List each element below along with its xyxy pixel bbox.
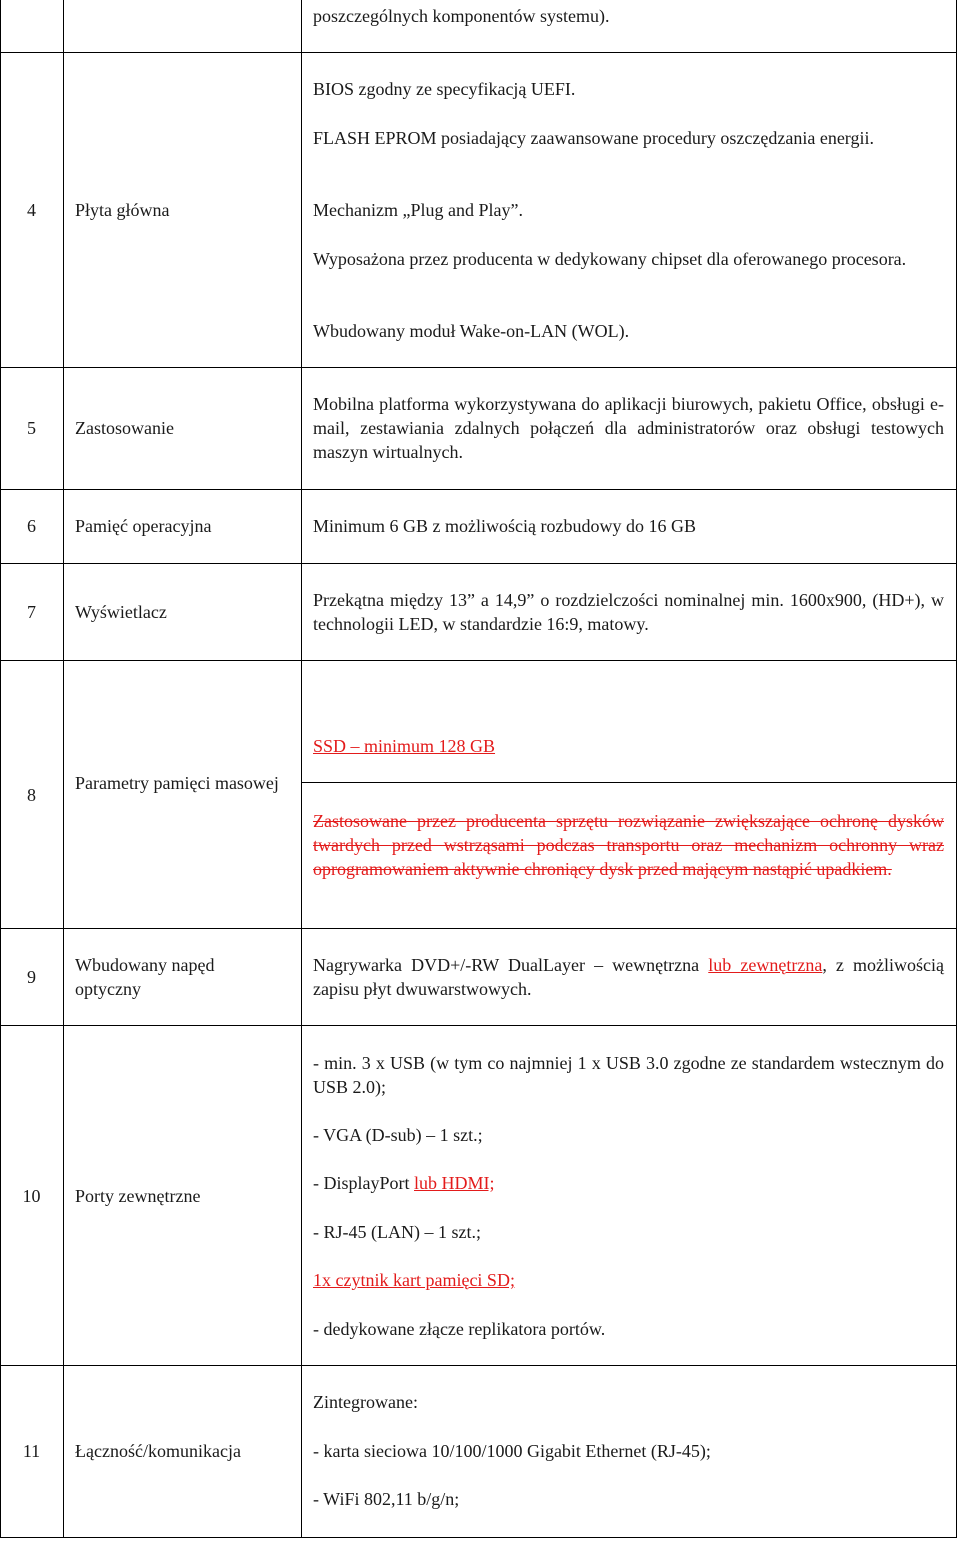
row-4-number: 4	[27, 200, 36, 220]
row-4-name: Płyta główna	[75, 200, 170, 220]
row-11-desc-line: - WiFi 802,11 b/g/n;	[313, 1489, 460, 1509]
row-5-name: Zastosowanie	[75, 418, 174, 438]
row-7-number: 7	[27, 602, 36, 622]
row-divider	[0, 489, 957, 490]
row-9-name: Wbudowany napęd optyczny	[75, 955, 215, 999]
row-8-ssd-requirement	[313, 734, 944, 758]
row-10-desc-line: - RJ-45 (LAN) – 1 szt.;	[313, 1222, 481, 1242]
row-10-name: Porty zewnętrzne	[75, 1186, 201, 1206]
row-divider	[0, 928, 957, 929]
row-11-desc-line: - karta sieciowa 10/100/1000 Gigabit Ethernet (RJ-45);	[313, 1441, 711, 1461]
column-divider-number	[63, 0, 64, 1538]
row-10-desc-line: - VGA (D-sub) – 1 szt.;	[313, 1125, 483, 1145]
row-10-desc-line	[313, 1171, 944, 1195]
row-10-added-line: 1x czytnik kart pamięci SD;	[313, 1270, 515, 1290]
row-10-desc-line: - min. 3 x USB (w tym co najmniej 1 x USB 3.0 zgodne ze standardem wstecznym do USB 2.0);	[313, 1053, 944, 1097]
row-11-desc-line: Zintegrowane:	[313, 1392, 418, 1412]
row-9-number: 9	[27, 967, 36, 987]
row-8-deleted-clause	[313, 809, 944, 881]
row-9-desc-part: , z możliwością zapisu płyt dwuwarstwowych.	[313, 955, 944, 999]
row-divider	[0, 660, 957, 661]
row-6-number: 6	[27, 516, 36, 536]
row-9-desc-part: Nagrywarka DVD+/-RW DualLayer – wewnętrzna	[313, 955, 709, 975]
row-4-desc-line: Wbudowany moduł Wake-on-LAN (WOL).	[313, 321, 630, 341]
row-8-number: 8	[27, 785, 36, 805]
ssd-text: SSD – minimum 128 GB	[313, 736, 496, 756]
row-7-desc: Przekątna między 13” a 14,9” o rozdzielczości nominalnej min. 1600x900, (HD+), w technologii LED, w standardzie 16:9, matowy.	[313, 590, 944, 634]
row-5-desc: Mobilna platforma wykorzystywana do aplikacji biurowych, pakietu Office, obsługi e-mail, zestawiania zdalnych połączeń dla administratorów oraz obsługi testowych maszyn wirtualnych.	[313, 394, 944, 462]
column-divider-name	[301, 0, 302, 1538]
row-8-name: Parametry pamięci masowej	[75, 773, 279, 793]
inner-cell-divider	[301, 782, 957, 783]
row-4-desc-line: Wyposażona przez producenta w dedykowany chipset dla oferowanego procesora.	[313, 249, 907, 269]
row-divider	[0, 367, 957, 368]
row-6-name: Pamięć operacyjna	[75, 516, 212, 536]
row-11-number: 11	[22, 1441, 41, 1461]
row-10-number: 10	[22, 1186, 41, 1206]
row-10-added-text: lub HDMI;	[414, 1173, 495, 1193]
row-4-desc-line: FLASH EPROM posiadający zaawansowane procedury oszczędzania energii.	[313, 128, 874, 148]
row-continuation-desc: poszczególnych komponentów systemu).	[313, 6, 610, 26]
row-10-desc-line	[313, 1268, 944, 1292]
row-7-name: Wyświetlacz	[75, 602, 167, 622]
row-divider	[0, 563, 957, 564]
row-4-desc-line: BIOS zgodny ze specyfikacją UEFI.	[313, 79, 576, 99]
row-4-desc-line: Mechanizm „Plug and Play”.	[313, 200, 523, 220]
table-border-right	[956, 0, 957, 1538]
row-6-desc: Minimum 6 GB z możliwością rozbudowy do 16 GB	[313, 516, 696, 536]
row-divider	[0, 1025, 957, 1026]
row-divider	[0, 1365, 957, 1366]
row-divider	[0, 52, 957, 53]
row-11-name: Łączność/komunikacja	[75, 1441, 241, 1461]
row-9-added-text: lub zewnętrzna	[708, 955, 823, 975]
row-10-desc-line: - dedykowane złącze replikatora portów.	[313, 1319, 606, 1339]
struck-text: Zastosowane przez producenta sprzętu rozwiązanie zwiększające ochronę dysków twardych przed wstrząsami podczas transportu oraz mechanizm ochronny wraz oprogramowaniem aktywnie chroniący dysk przed mającym nastąpić upadkiem.	[313, 811, 944, 879]
table-border-left	[0, 0, 1, 1538]
row-5-number: 5	[27, 418, 36, 438]
table-border-bottom	[0, 1537, 957, 1538]
row-9-desc	[313, 953, 944, 1001]
displayport-text: - DisplayPort	[313, 1173, 414, 1193]
